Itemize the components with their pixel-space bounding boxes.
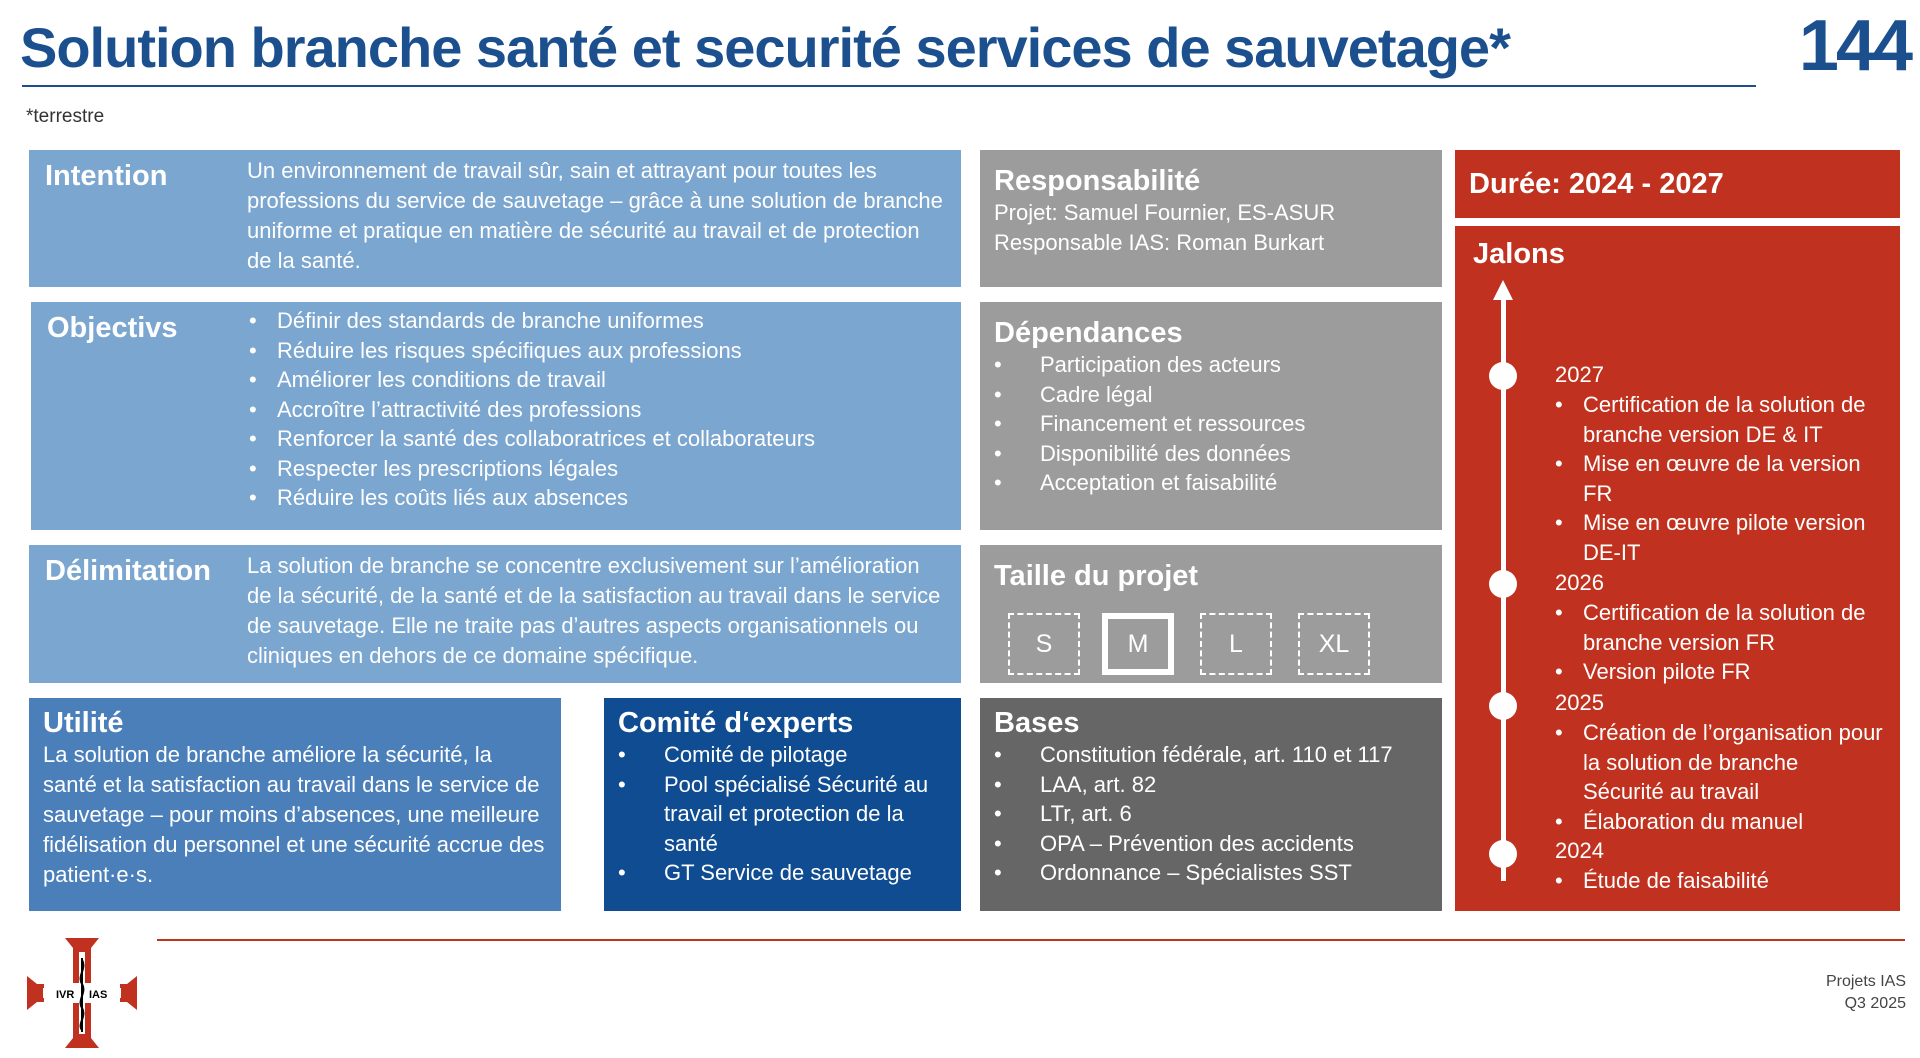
size-option-m-selected: M xyxy=(1102,613,1174,675)
list-item: • Version pilote FR xyxy=(1555,657,1885,687)
list-item: • Pool spécialisé Sécurité au travail et protection de la santé xyxy=(618,770,947,859)
duration-label: Durée: 2024 - 2027 xyxy=(1469,168,1724,200)
footnote: *terrestre xyxy=(26,106,105,127)
list-item: • Mise en œuvre pilote version DE-IT xyxy=(1555,508,1885,567)
intention-box xyxy=(29,150,961,287)
timeline-dot xyxy=(1489,692,1517,720)
project-size-box xyxy=(980,545,1442,683)
milestone-year-2024: 2024 xyxy=(1555,838,1604,863)
experts-box xyxy=(604,698,961,911)
objectives-label: Objectivs xyxy=(47,312,178,344)
dependencies-label: Dépendances xyxy=(994,317,1183,349)
ivr-ias-logo xyxy=(27,938,137,1048)
list-item: • Cadre légal xyxy=(994,380,1428,410)
project-size-label: Taille du projet xyxy=(994,560,1199,592)
logo-text-left: IVR xyxy=(56,989,75,1001)
responsibility-label: Responsabilité xyxy=(994,165,1201,197)
list-item: • Comité de pilotage xyxy=(618,740,947,770)
duration-box xyxy=(1455,150,1900,218)
list-item: • Améliorer les conditions de travail xyxy=(249,365,947,395)
list-item: • Certification de la solution de branche version FR xyxy=(1555,598,1885,657)
list-item: • Constitution fédérale, art. 110 et 117 xyxy=(994,740,1428,770)
size-option-s: S xyxy=(1008,613,1080,675)
list-item: • Définir des standards de branche uniformes xyxy=(249,306,947,336)
size-option-xl: XL xyxy=(1298,613,1370,675)
milestone-year-2026: 2026 xyxy=(1555,570,1604,595)
dependencies-list xyxy=(994,350,1428,498)
footer-divider xyxy=(157,939,1905,941)
list-item: • Renforcer la santé des collaboratrices et collaborateurs xyxy=(249,424,947,454)
intention-label: Intention xyxy=(45,160,168,192)
milestone-year-2025: 2025 xyxy=(1555,690,1604,715)
bases-label: Bases xyxy=(994,707,1080,739)
milestone-list-2027 xyxy=(1555,390,1885,567)
milestone-list-2026 xyxy=(1555,598,1885,687)
footer-quarter-label: Q3 2025 xyxy=(1844,995,1906,1012)
milestone-list-2024 xyxy=(1555,866,1885,896)
list-item: • Réduire les coûts liés aux absences xyxy=(249,483,947,513)
list-item: • Élaboration du manuel xyxy=(1555,807,1885,837)
dependencies-box xyxy=(980,302,1442,530)
delimitation-text: La solution de branche se concentre exclusivement sur l’amélioration de la sécurité, de la santé et de la satisfaction au travail dans le service de sauvetage. Elle ne traite pas d’autres aspects organisationnels ou cliniques en dehors de ce domaine spécifique. xyxy=(247,553,941,668)
delimitation-label: Délimitation xyxy=(45,555,211,587)
utility-label: Utilité xyxy=(43,707,124,739)
list-item: • Accroître l’attractivité des professions xyxy=(249,395,947,425)
utility-box xyxy=(29,698,561,911)
objectives-list xyxy=(249,306,947,513)
list-item: • LTr, art. 6 xyxy=(994,799,1428,829)
utility-text: La solution de branche améliore la sécurité, la santé et la satisfaction au travail dans le service de sauvetage – pour moins d’absences, une meilleure fidélisation du personnel et une sécurité accrue des patient·e·s. xyxy=(43,742,545,887)
page-number: 144 xyxy=(1798,6,1910,86)
arrow-up-icon xyxy=(1493,280,1513,300)
logo-cross-icon xyxy=(27,938,137,1048)
responsibility-project: Projet: Samuel Fournier, ES-ASUR xyxy=(994,200,1336,225)
footer-project-label: Projets IAS xyxy=(1825,973,1906,990)
experts-list xyxy=(618,740,947,888)
bases-box xyxy=(980,698,1442,911)
list-item: • Disponibilité des données xyxy=(994,439,1428,469)
page-title: Solution branche santé et securité services de sauvetage* xyxy=(20,16,1510,79)
list-item: • Acceptation et faisabilité xyxy=(994,468,1428,498)
list-item: • Étude de faisabilité xyxy=(1555,866,1885,896)
list-item: • Réduire les risques spécifiques aux professions xyxy=(249,336,947,366)
milestones-box xyxy=(1455,226,1900,911)
timeline-dot xyxy=(1489,570,1517,598)
objectives-box xyxy=(31,302,961,530)
list-item: • Mise en œuvre de la version FR xyxy=(1555,449,1885,508)
timeline-dot xyxy=(1489,362,1517,390)
list-item: • Financement et ressources xyxy=(994,409,1428,439)
intention-text: Un environnement de travail sûr, sain et attrayant pour toutes les professions du service de sauvetage – grâce à une solution de branche uniforme et pratique en matière de sécurité au travail et de protection de la santé. xyxy=(247,158,943,273)
milestones-label: Jalons xyxy=(1473,238,1565,270)
milestone-list-2025 xyxy=(1555,718,1885,836)
list-item: • LAA, art. 82 xyxy=(994,770,1428,800)
logo-text-right: IAS xyxy=(89,989,108,1001)
title-divider xyxy=(22,85,1756,87)
list-item: • Création de l’organisation pour la solution de branche Sécurité au travail xyxy=(1555,718,1885,807)
responsibility-box xyxy=(980,150,1442,287)
bases-list xyxy=(994,740,1428,888)
list-item: • OPA – Prévention des accidents xyxy=(994,829,1428,859)
timeline-dot xyxy=(1489,840,1517,868)
list-item: • Certification de la solution de branche version DE & IT xyxy=(1555,390,1885,449)
list-item: • Respecter les prescriptions légales xyxy=(249,454,947,484)
milestone-year-2027: 2027 xyxy=(1555,362,1604,387)
experts-label: Comité d‘experts xyxy=(618,707,854,739)
list-item: • Ordonnance – Spécialistes SST xyxy=(994,858,1428,888)
size-option-l: L xyxy=(1200,613,1272,675)
list-item: • Participation des acteurs xyxy=(994,350,1428,380)
list-item: • GT Service de sauvetage xyxy=(618,858,947,888)
responsibility-lead: Responsable IAS: Roman Burkart xyxy=(994,230,1325,255)
delimitation-box xyxy=(29,545,961,683)
